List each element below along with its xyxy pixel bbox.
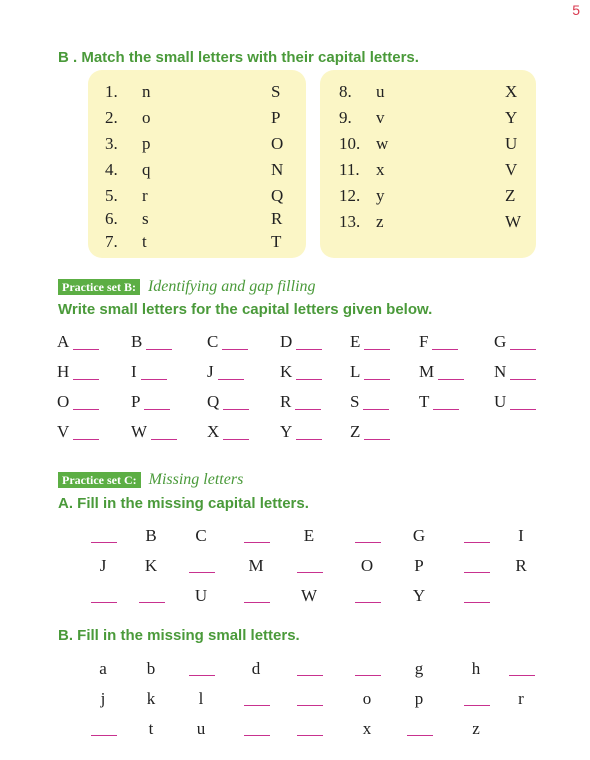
capital-letter: S xyxy=(350,392,360,411)
given-letter: u xyxy=(196,719,206,738)
given-letter: o xyxy=(362,689,372,708)
capital-letter: C xyxy=(207,332,219,351)
gap-fill-item xyxy=(207,392,249,412)
capital-letter: I xyxy=(131,362,137,381)
match-small-letter: q xyxy=(142,160,151,179)
match-number: 13. xyxy=(339,212,361,231)
match-small-letter: w xyxy=(376,134,389,153)
practice-b-instruction: Write small letters for the capital letters given below. xyxy=(58,301,433,318)
match-number: 11. xyxy=(339,160,360,179)
match-small-letter: r xyxy=(142,186,148,205)
answer-blank[interactable] xyxy=(510,409,536,410)
gap-fill-item xyxy=(131,422,177,442)
capital-letter: V xyxy=(57,422,70,441)
given-letter: x xyxy=(362,719,372,738)
answer-blank[interactable] xyxy=(73,439,99,440)
capital-letter: H xyxy=(57,362,70,381)
missing-letter-blank[interactable] xyxy=(464,590,490,603)
gap-fill-item xyxy=(494,332,536,352)
capital-letter: Q xyxy=(207,392,220,411)
answer-blank[interactable] xyxy=(146,349,172,350)
given-letter: C xyxy=(195,526,207,545)
match-number: 5. xyxy=(105,186,118,205)
missing-letter-blank[interactable] xyxy=(297,723,323,736)
match-number: 7. xyxy=(105,232,118,251)
answer-blank[interactable] xyxy=(296,439,322,440)
capital-letter: X xyxy=(207,422,220,441)
match-small-letter: s xyxy=(142,209,149,228)
given-letter: l xyxy=(198,689,204,708)
given-letter: I xyxy=(518,526,524,545)
match-number: 12. xyxy=(339,186,361,205)
capital-letter: O xyxy=(57,392,70,411)
gap-fill-item xyxy=(57,422,99,442)
match-small-letter: z xyxy=(376,212,384,231)
given-letter: M xyxy=(248,556,264,575)
part-b-heading: B. Fill in the missing small letters. xyxy=(58,627,300,644)
capital-letter: N xyxy=(494,362,507,381)
match-small-letter: p xyxy=(142,134,151,153)
match-capital-letter: T xyxy=(271,232,282,251)
match-capital-letter: U xyxy=(505,134,518,153)
given-letter: U xyxy=(194,586,208,605)
capital-letter: D xyxy=(280,332,293,351)
missing-letter-blank[interactable] xyxy=(244,530,270,543)
missing-letter-blank[interactable] xyxy=(509,663,535,676)
answer-blank[interactable] xyxy=(432,349,458,350)
match-capital-letter: X xyxy=(505,82,518,101)
capital-letter: W xyxy=(131,422,148,441)
gap-fill-item xyxy=(280,392,321,412)
practice-c-title-row xyxy=(58,471,243,489)
given-letter: j xyxy=(100,689,106,708)
answer-blank[interactable] xyxy=(364,439,390,440)
capital-letter: J xyxy=(207,362,214,381)
missing-letter-blank[interactable] xyxy=(355,663,381,676)
capital-letter: M xyxy=(419,362,435,381)
missing-letter-blank[interactable] xyxy=(189,560,215,573)
answer-blank[interactable] xyxy=(73,349,99,350)
given-letter: G xyxy=(412,526,426,545)
answer-blank[interactable] xyxy=(151,439,177,440)
answer-blank[interactable] xyxy=(73,409,99,410)
missing-letter-blank[interactable] xyxy=(297,560,323,573)
missing-letter-blank[interactable] xyxy=(244,723,270,736)
match-capital-letter: Q xyxy=(271,186,284,205)
given-letter: b xyxy=(146,659,156,678)
match-number: 4. xyxy=(105,160,118,179)
answer-blank[interactable] xyxy=(510,379,536,380)
match-capital-letter: Z xyxy=(505,186,516,205)
practice-c-title: Missing letters xyxy=(148,471,244,488)
answer-blank[interactable] xyxy=(73,379,99,380)
missing-letter-blank[interactable] xyxy=(355,590,381,603)
match-number: 9. xyxy=(339,108,352,127)
match-capital-letter: N xyxy=(271,160,284,179)
answer-blank[interactable] xyxy=(296,349,322,350)
answer-blank[interactable] xyxy=(296,379,322,380)
gap-fill-item xyxy=(131,332,172,352)
match-number: 10. xyxy=(339,134,361,153)
given-letter: r xyxy=(518,689,524,708)
given-letter: R xyxy=(515,556,527,575)
given-letter: h xyxy=(471,659,481,678)
gap-fill-item xyxy=(207,362,244,382)
missing-letter-blank[interactable] xyxy=(464,560,490,573)
missing-letter-blank[interactable] xyxy=(355,530,381,543)
gap-fill-item xyxy=(207,422,249,442)
match-small-letter: u xyxy=(376,82,385,101)
given-letter: E xyxy=(303,526,315,545)
match-capital-letter: Y xyxy=(505,108,518,127)
answer-blank[interactable] xyxy=(433,409,459,410)
gap-fill-item xyxy=(131,362,167,382)
given-letter: J xyxy=(99,556,107,575)
gap-fill-item xyxy=(207,332,248,352)
given-letter: t xyxy=(148,719,154,738)
page-number: 5 xyxy=(572,2,580,18)
match-capital-letter: V xyxy=(505,160,518,179)
gap-fill-item xyxy=(350,392,389,412)
missing-letter-blank[interactable] xyxy=(91,723,117,736)
match-small-letter: x xyxy=(376,160,385,179)
given-letter: k xyxy=(146,689,156,708)
part-a-heading: A. Fill in the missing capital letters. xyxy=(58,495,309,512)
gap-fill-item xyxy=(131,392,170,412)
capital-letter: R xyxy=(280,392,292,411)
gap-fill-item xyxy=(280,332,322,352)
practice-b-tag: Practice set B: xyxy=(58,279,140,295)
capital-letter: E xyxy=(350,332,361,351)
answer-blank[interactable] xyxy=(295,409,321,410)
answer-blank[interactable] xyxy=(223,409,249,410)
match-small-letter: o xyxy=(142,108,151,127)
gap-fill-item xyxy=(350,422,390,442)
capital-letter: G xyxy=(494,332,507,351)
missing-letter-blank[interactable] xyxy=(464,530,490,543)
answer-blank[interactable] xyxy=(223,439,249,440)
missing-letter-blank[interactable] xyxy=(407,723,433,736)
match-small-letter: v xyxy=(376,108,385,127)
match-capital-letter: S xyxy=(271,82,281,101)
given-letter: B xyxy=(145,526,157,545)
gap-fill-item xyxy=(350,362,390,382)
answer-blank[interactable] xyxy=(363,409,389,410)
gap-fill-item xyxy=(494,362,536,382)
match-small-letter: n xyxy=(142,82,151,101)
given-letter: K xyxy=(144,556,158,575)
match-number: 6. xyxy=(105,209,118,228)
match-number: 2. xyxy=(105,108,118,127)
missing-letter-blank[interactable] xyxy=(297,693,323,706)
capital-letter: A xyxy=(57,332,70,351)
gap-fill-item xyxy=(57,392,99,412)
match-capital-letter: R xyxy=(271,209,283,228)
capital-letter: P xyxy=(131,392,141,411)
missing-letter-blank[interactable] xyxy=(189,663,215,676)
missing-letter-blank[interactable] xyxy=(139,590,165,603)
answer-blank[interactable] xyxy=(222,349,248,350)
answer-blank[interactable] xyxy=(218,379,244,380)
match-capital-letter: P xyxy=(271,108,281,127)
gap-fill-item xyxy=(280,422,322,442)
gap-fill-item xyxy=(419,332,458,352)
given-letter: Y xyxy=(412,586,426,605)
answer-blank[interactable] xyxy=(364,379,390,380)
capital-letter: T xyxy=(419,392,430,411)
given-letter: O xyxy=(360,556,374,575)
given-letter: p xyxy=(414,689,424,708)
gap-fill-item xyxy=(57,332,99,352)
given-letter: d xyxy=(251,659,261,678)
gap-fill-item xyxy=(57,362,99,382)
given-letter: P xyxy=(414,556,424,575)
match-small-letter: y xyxy=(376,186,385,205)
missing-letter-blank[interactable] xyxy=(244,590,270,603)
capital-letter: F xyxy=(419,332,429,351)
capital-letter: K xyxy=(280,362,293,381)
gap-fill-item xyxy=(494,392,536,412)
capital-letter: Y xyxy=(280,422,293,441)
answer-blank[interactable] xyxy=(141,379,167,380)
match-capital-letter: W xyxy=(505,212,522,231)
practice-b-title-row xyxy=(58,278,316,296)
capital-letter: Z xyxy=(350,422,361,441)
missing-letter-blank[interactable] xyxy=(91,590,117,603)
capital-letter: B xyxy=(131,332,143,351)
section-b-heading: B . Match the small letters with their capital letters. xyxy=(58,49,419,66)
gap-fill-item xyxy=(419,392,459,412)
match-small-letter: t xyxy=(142,232,147,251)
given-letter: a xyxy=(99,659,107,678)
practice-b-title: Identifying and gap filling xyxy=(147,278,316,295)
given-letter: W xyxy=(300,586,318,605)
missing-letter-blank[interactable] xyxy=(244,693,270,706)
practice-c-tag: Practice set C: xyxy=(58,472,141,488)
capital-letter: U xyxy=(494,392,507,411)
answer-blank[interactable] xyxy=(438,379,464,380)
answer-blank[interactable] xyxy=(510,349,536,350)
answer-blank[interactable] xyxy=(144,409,170,410)
given-letter: z xyxy=(472,719,480,738)
gap-fill-item xyxy=(280,362,322,382)
match-number: 8. xyxy=(339,82,352,101)
given-letter: g xyxy=(414,659,424,678)
answer-blank[interactable] xyxy=(364,349,390,350)
capital-letter: L xyxy=(350,362,361,381)
missing-letter-blank[interactable] xyxy=(464,693,490,706)
gap-fill-item xyxy=(350,332,390,352)
match-number: 1. xyxy=(105,82,118,101)
missing-letter-blank[interactable] xyxy=(91,530,117,543)
gap-fill-item xyxy=(419,362,464,382)
match-number: 3. xyxy=(105,134,118,153)
missing-letter-blank[interactable] xyxy=(297,663,323,676)
match-capital-letter: O xyxy=(271,134,284,153)
